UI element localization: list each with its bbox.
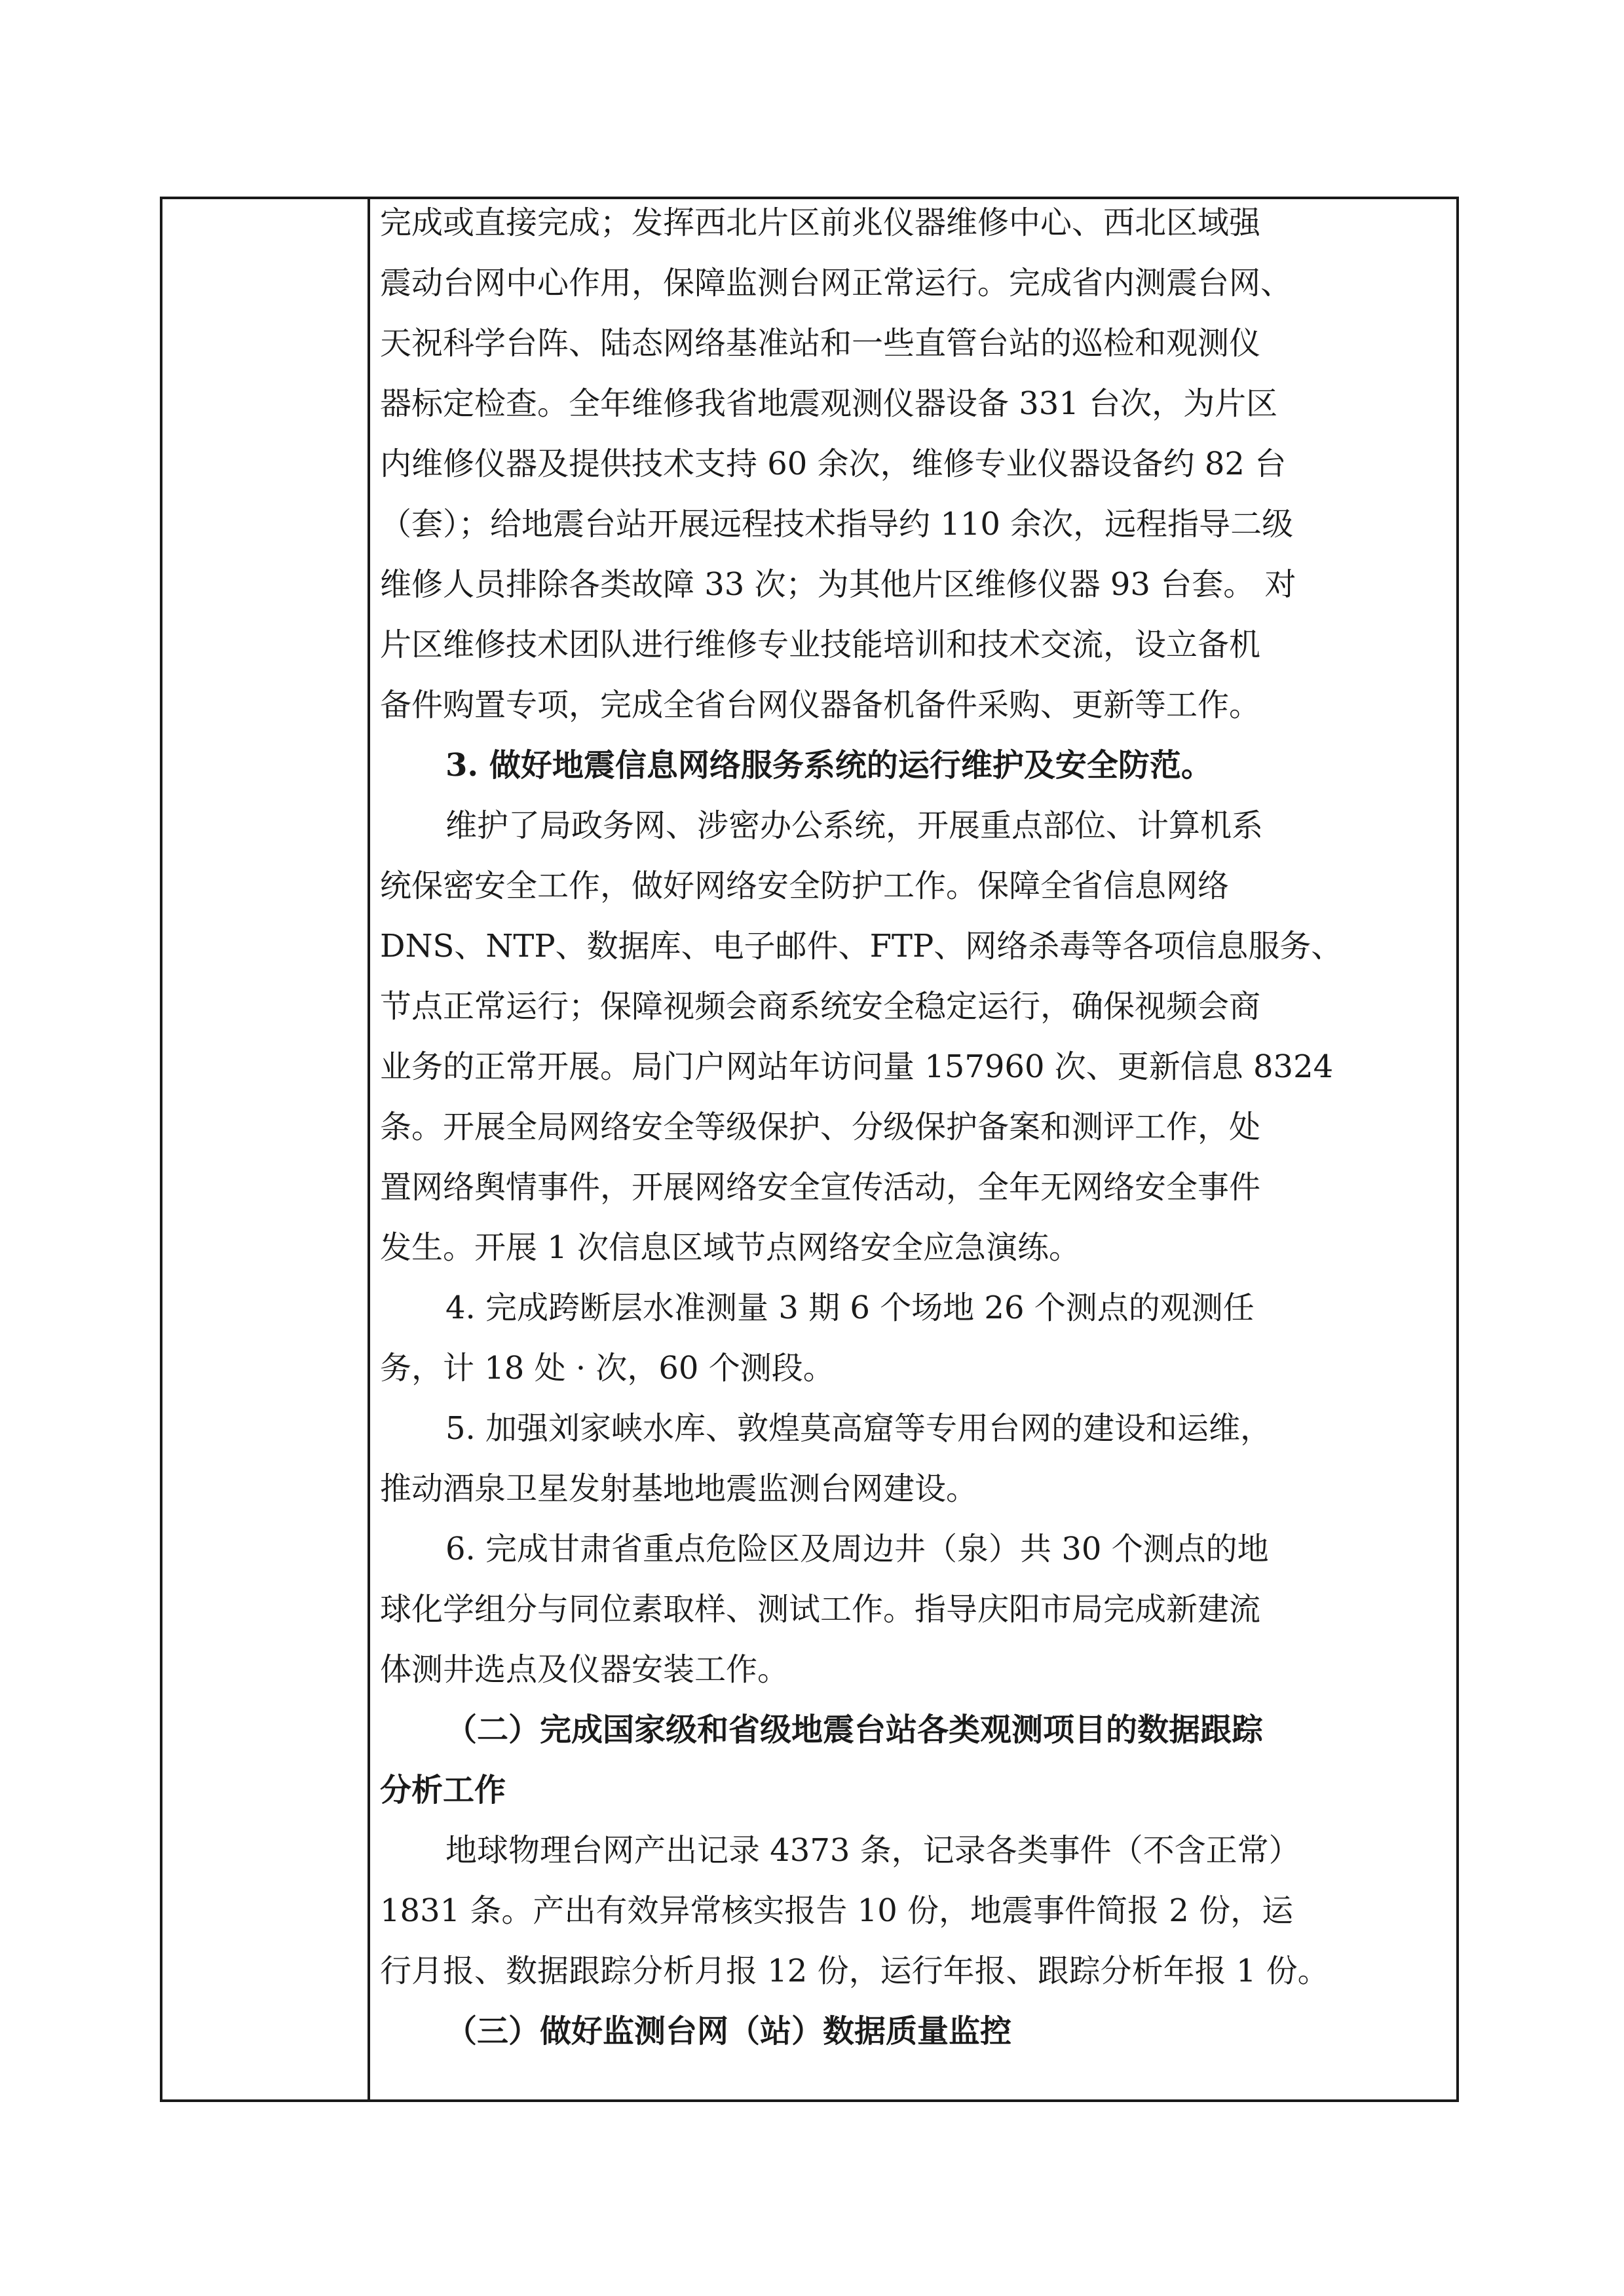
paragraph-line: DNS、NTP、数据库、电子邮件、FTP、网络杀毒等各项信息服务、 — [380, 928, 1343, 965]
paragraph-line: 发生。开展 1 次信息区域节点网络安全应急演练。 — [380, 1229, 1081, 1266]
paragraph-line: 置网络舆情事件，开展网络安全宣传活动，全年无网络安全事件 — [380, 1169, 1261, 1206]
paragraph-line: 维护了局政务网、涉密办公系统，开展重点部位、计算机系 — [445, 807, 1264, 844]
paragraph-line: 推动酒泉卫星发射基地地震监测台网建设。 — [380, 1470, 978, 1507]
paragraph-line: 1831 条。产出有效异常核实报告 10 份，地震事件简报 2 份，运 — [380, 1892, 1294, 1929]
paragraph-line: 片区维修技术团队进行维修专业技能培训和技术交流，设立备机 — [380, 626, 1261, 663]
list-item: 5. 加强刘家峡水库、敦煌莫高窟等专用台网的建设和运维， — [445, 1410, 1272, 1447]
section-heading: （三）做好监测台网（站）数据质量监控 — [445, 2013, 1012, 2050]
paragraph-line: 统保密安全工作，做好网络安全防护工作。保障全省信息网络 — [380, 868, 1230, 904]
list-item: 6. 完成甘肃省重点危险区及周边井（泉）共 30 个测点的地 — [445, 1531, 1269, 1567]
paragraph-line: 地球物理台网产出记录 4373 条，记录各类事件（不含正常） — [445, 1832, 1300, 1869]
paragraph-line: 完成或直接完成；发挥西北片区前兆仪器维修中心、西北区域强 — [380, 204, 1261, 241]
section-heading: 3. 做好地震信息网络服务系统的运行维护及安全防范。 — [445, 747, 1213, 784]
paragraph-line: 行月报、数据跟踪分析月报 12 份，运行年报、跟踪分析年报 1 份。 — [380, 1953, 1329, 1989]
paragraph-line: 节点正常运行；保障视频会商系统安全稳定运行，确保视频会商 — [380, 988, 1261, 1025]
paragraph-line: 器标定检查。全年维修我省地震观测仪器设备 331 台次，为片区 — [380, 385, 1278, 422]
paragraph-line: （套）；给地震台站开展远程技术指导约 110 余次，远程指导二级 — [380, 506, 1294, 543]
paragraph-line: 内维修仪器及提供技术支持 60 余次，维修专业仪器设备约 82 台 — [380, 446, 1287, 482]
list-item: 4. 完成跨断层水准测量 3 期 6 个场地 26 个测点的观测任 — [445, 1290, 1255, 1326]
column-divider — [368, 197, 370, 2102]
paragraph-line: 条。开展全局网络安全等级保护、分级保护备案和测评工作，处 — [380, 1109, 1261, 1145]
section-heading-cont: 分析工作 — [380, 1772, 506, 1808]
paragraph-line: 球化学组分与同位素取样、测试工作。指导庆阳市局完成新建流 — [380, 1591, 1261, 1628]
section-heading: （二）完成国家级和省级地震台站各类观测项目的数据跟踪 — [445, 1712, 1264, 1748]
paragraph-line: 务，计 18 处 · 次，60 个测段。 — [380, 1350, 835, 1387]
paragraph-line: 业务的正常开展。局门户网站年访问量 157960 次、更新信息 8324 — [380, 1048, 1334, 1085]
paragraph-line: 维修人员排除各类故障 33 次；为其他片区维修仪器 93 台套。 对 — [380, 566, 1296, 603]
paragraph-line: 备件购置专项，完成全省台网仪器备机备件采购、更新等工作。 — [380, 687, 1261, 723]
paragraph-line: 天祝科学台阵、陆态网络基准站和一些直管台站的巡检和观测仪 — [380, 325, 1261, 362]
paragraph-line: 震动台网中心作用，保障监测台网正常运行。完成省内测震台网、 — [380, 265, 1293, 301]
paragraph-line: 体测井选点及仪器安装工作。 — [380, 1651, 789, 1688]
